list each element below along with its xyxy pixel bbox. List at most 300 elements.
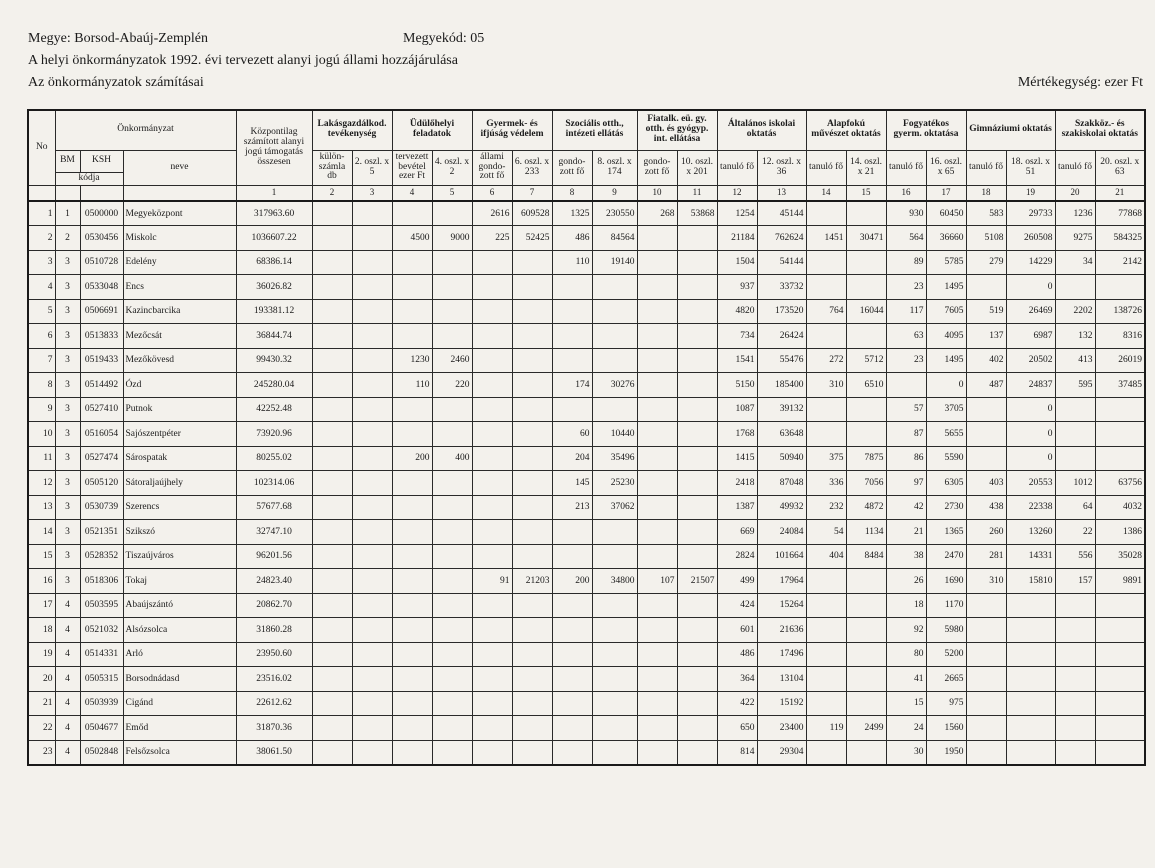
header-ksh: KSH (80, 150, 123, 172)
table-row (28, 324, 1145, 349)
table-cell: 17964 (757, 569, 806, 594)
table-cell (677, 397, 717, 422)
table-cell (677, 544, 717, 569)
table-cell (512, 397, 552, 422)
table-cell (432, 201, 472, 226)
table-row (28, 397, 1145, 422)
municipality-name-cell: Encs (123, 275, 236, 300)
table-cell: 185400 (757, 373, 806, 398)
table-cell: 310 (806, 373, 846, 398)
table-cell (846, 250, 886, 275)
table-row (28, 593, 1145, 618)
table-cell (512, 471, 552, 496)
table-cell (1095, 667, 1145, 692)
table-cell (512, 618, 552, 643)
row-number-cell: 13 (28, 495, 55, 520)
municipality-name-cell: Mezőcsát (123, 324, 236, 349)
table-cell (552, 618, 592, 643)
table-cell (846, 275, 886, 300)
table-cell: 519 (966, 299, 1006, 324)
table-cell: 403 (966, 471, 1006, 496)
table-cell: 1504 (717, 250, 757, 275)
table-cell (806, 691, 846, 716)
table-row (28, 471, 1145, 496)
table-cell (392, 642, 432, 667)
table-cell: 5108 (966, 226, 1006, 251)
col-number: 18 (966, 185, 1006, 201)
table-cell (1095, 593, 1145, 618)
ksh-code-cell: 0514492 (80, 373, 123, 398)
table-cell: 13104 (757, 667, 806, 692)
table-cell: 279 (966, 250, 1006, 275)
total-support-cell: 96201.56 (236, 544, 312, 569)
table-cell (472, 495, 512, 520)
bm-code-cell: 1 (55, 201, 80, 226)
table-cell (352, 422, 392, 447)
table-row (28, 348, 1145, 373)
ksh-code-cell: 0502848 (80, 740, 123, 765)
table-cell: 92 (886, 618, 926, 643)
table-cell (312, 471, 352, 496)
table-cell (392, 324, 432, 349)
table-cell: 2202 (1055, 299, 1095, 324)
row-number-cell: 3 (28, 250, 55, 275)
table-cell (846, 691, 886, 716)
table-cell (966, 642, 1006, 667)
table-cell: 220 (432, 373, 472, 398)
table-cell (1006, 593, 1055, 618)
table-cell (806, 324, 846, 349)
table-cell (1055, 716, 1095, 741)
table-cell: 145 (552, 471, 592, 496)
bm-code-cell: 3 (55, 275, 80, 300)
table-cell: 52425 (512, 226, 552, 251)
table-cell: 2499 (846, 716, 886, 741)
municipality-name-cell: Sajószentpéter (123, 422, 236, 447)
table-cell: 110 (392, 373, 432, 398)
table-cell: 1134 (846, 520, 886, 545)
table-cell (637, 299, 677, 324)
table-cell: 5712 (846, 348, 886, 373)
header-group-8: Fogyatékos gyerm. oktatása (886, 110, 966, 150)
col-number: 6 (472, 185, 512, 201)
subhead: 2. oszl. x 5 (352, 150, 392, 185)
table-cell (392, 495, 432, 520)
table-cell: 260508 (1006, 226, 1055, 251)
table-cell (392, 299, 432, 324)
bm-code-cell: 4 (55, 593, 80, 618)
table-cell (432, 667, 472, 692)
table-cell: 762624 (757, 226, 806, 251)
table-cell: 7875 (846, 446, 886, 471)
table-cell (846, 642, 886, 667)
table-cell (312, 520, 352, 545)
bm-code-cell: 3 (55, 422, 80, 447)
col-number: 16 (886, 185, 926, 201)
table-cell (1055, 397, 1095, 422)
table-cell (1095, 642, 1145, 667)
table-cell (512, 740, 552, 765)
table-cell: 10440 (592, 422, 637, 447)
table-cell: 2665 (926, 667, 966, 692)
municipality-name-cell: Mezőkövesd (123, 348, 236, 373)
table-cell (312, 397, 352, 422)
table-cell (312, 544, 352, 569)
ksh-code-cell: 0519433 (80, 348, 123, 373)
table-cell (392, 471, 432, 496)
table-row (28, 446, 1145, 471)
table-cell: 86 (886, 446, 926, 471)
table-cell: 5785 (926, 250, 966, 275)
bm-code-cell: 3 (55, 495, 80, 520)
table-cell: 21 (886, 520, 926, 545)
table-row (28, 520, 1145, 545)
table-cell (312, 667, 352, 692)
row-number-cell: 20 (28, 667, 55, 692)
col-number: 15 (846, 185, 886, 201)
table-cell (392, 422, 432, 447)
table-cell (637, 667, 677, 692)
table-cell: 268 (637, 201, 677, 226)
table-cell: 1950 (926, 740, 966, 765)
ksh-code-cell: 0530739 (80, 495, 123, 520)
table-cell (432, 642, 472, 667)
table-cell: 5590 (926, 446, 966, 471)
table-row (28, 544, 1145, 569)
table-cell: 34 (1055, 250, 1095, 275)
table-cell: 80 (886, 642, 926, 667)
ksh-code-cell: 0528352 (80, 544, 123, 569)
bm-code-cell: 3 (55, 373, 80, 398)
table-cell: 260 (966, 520, 1006, 545)
ksh-code-cell: 0530456 (80, 226, 123, 251)
total-support-cell: 245280.04 (236, 373, 312, 398)
row-number-cell: 19 (28, 642, 55, 667)
table-cell: 138726 (1095, 299, 1145, 324)
table-cell: 50940 (757, 446, 806, 471)
total-support-cell: 31860.28 (236, 618, 312, 643)
table-cell: 814 (717, 740, 757, 765)
table-cell (312, 201, 352, 226)
ksh-code-cell: 0503595 (80, 593, 123, 618)
municipality-name-cell: Szikszó (123, 520, 236, 545)
table-cell (352, 201, 392, 226)
row-number-cell: 17 (28, 593, 55, 618)
row-number-cell: 22 (28, 716, 55, 741)
table-cell: 364 (717, 667, 757, 692)
table-cell: 438 (966, 495, 1006, 520)
table-row (28, 691, 1145, 716)
col-number: 1 (236, 185, 312, 201)
table-cell: 213 (552, 495, 592, 520)
table-cell: 230550 (592, 201, 637, 226)
table-cell (1006, 642, 1055, 667)
table-cell: 137 (966, 324, 1006, 349)
table-cell (312, 250, 352, 275)
table-cell (352, 691, 392, 716)
table-cell: 2460 (432, 348, 472, 373)
table-cell: 3705 (926, 397, 966, 422)
subhead: 14. oszl. x 21 (846, 150, 886, 185)
table-cell (312, 716, 352, 741)
col-number: 5 (432, 185, 472, 201)
table-cell (352, 667, 392, 692)
table-cell (677, 373, 717, 398)
col-number-blank (55, 185, 80, 201)
table-cell: 26019 (1095, 348, 1145, 373)
table-cell: 2824 (717, 544, 757, 569)
table-cell (392, 275, 432, 300)
total-support-cell: 23516.02 (236, 667, 312, 692)
table-cell (432, 716, 472, 741)
table-cell: 930 (886, 201, 926, 226)
table-cell: 975 (926, 691, 966, 716)
table-cell: 63 (886, 324, 926, 349)
table-cell (637, 495, 677, 520)
col-number: 2 (312, 185, 352, 201)
table-cell: 57 (886, 397, 926, 422)
table-cell: 1451 (806, 226, 846, 251)
col-number: 17 (926, 185, 966, 201)
table-cell: 23 (886, 275, 926, 300)
table-cell: 225 (472, 226, 512, 251)
municipality-name-cell: Emőd (123, 716, 236, 741)
table-cell (966, 691, 1006, 716)
table-cell (472, 691, 512, 716)
table-cell (432, 324, 472, 349)
total-support-cell: 36026.82 (236, 275, 312, 300)
table-cell (1095, 397, 1145, 422)
table-cell: 486 (717, 642, 757, 667)
ksh-code-cell: 0521351 (80, 520, 123, 545)
municipality-name-cell: Sátoraljaújhely (123, 471, 236, 496)
table-cell (1095, 422, 1145, 447)
table-cell (637, 740, 677, 765)
table-cell (392, 397, 432, 422)
table-cell (472, 593, 512, 618)
table-cell: 9000 (432, 226, 472, 251)
table-cell (472, 299, 512, 324)
subhead: tanuló fő (717, 150, 757, 185)
total-support-cell: 99430.32 (236, 348, 312, 373)
table-cell: 107 (637, 569, 677, 594)
table-cell (677, 422, 717, 447)
table-row (28, 716, 1145, 741)
subhead: tanuló fő (806, 150, 846, 185)
table-cell (966, 446, 1006, 471)
table-cell: 89 (886, 250, 926, 275)
bm-code-cell: 3 (55, 299, 80, 324)
subhead: 4. oszl. x 2 (432, 150, 472, 185)
table-cell (1055, 275, 1095, 300)
header-onkormanyzat: Önkormányzat (55, 110, 236, 150)
county-label: Megye: Borsod-Abaúj-Zemplén (28, 31, 209, 46)
table-cell (1055, 422, 1095, 447)
table-row (28, 275, 1145, 300)
table-cell (806, 740, 846, 765)
table-cell: 17496 (757, 642, 806, 667)
municipality-name-cell: Sárospatak (123, 446, 236, 471)
table-cell: 29304 (757, 740, 806, 765)
row-number-cell: 12 (28, 471, 55, 496)
subhead: gondo- zott fő (552, 150, 592, 185)
table-cell (432, 691, 472, 716)
table-cell (677, 618, 717, 643)
col-number: 19 (1006, 185, 1055, 201)
ksh-code-cell: 0505120 (80, 471, 123, 496)
table-cell: 19140 (592, 250, 637, 275)
table-cell (637, 275, 677, 300)
table-cell (312, 569, 352, 594)
table-cell: 84564 (592, 226, 637, 251)
table-cell: 764 (806, 299, 846, 324)
table-cell (677, 740, 717, 765)
table-cell (472, 275, 512, 300)
table-cell: 7605 (926, 299, 966, 324)
table-cell: 2616 (472, 201, 512, 226)
table-cell: 49932 (757, 495, 806, 520)
table-cell (552, 716, 592, 741)
table-cell (512, 373, 552, 398)
table-cell: 1387 (717, 495, 757, 520)
table-cell (637, 446, 677, 471)
table-cell: 25230 (592, 471, 637, 496)
table-cell (592, 544, 637, 569)
ksh-code-cell: 0505315 (80, 667, 123, 692)
table-cell (637, 618, 677, 643)
total-support-cell: 68386.14 (236, 250, 312, 275)
table-cell (592, 667, 637, 692)
table-cell (352, 716, 392, 741)
table-cell (392, 740, 432, 765)
table-cell: 1690 (926, 569, 966, 594)
table-cell (352, 348, 392, 373)
table-cell: 1415 (717, 446, 757, 471)
table-cell (432, 569, 472, 594)
table-cell (352, 544, 392, 569)
col-number: 3 (352, 185, 392, 201)
total-support-cell: 20862.70 (236, 593, 312, 618)
table-cell (352, 397, 392, 422)
row-number-cell: 2 (28, 226, 55, 251)
table-cell (472, 250, 512, 275)
col-number: 13 (757, 185, 806, 201)
table-cell (472, 520, 512, 545)
table-cell: 583 (966, 201, 1006, 226)
table-cell (432, 299, 472, 324)
table-cell (592, 348, 637, 373)
bm-code-cell: 3 (55, 471, 80, 496)
table-cell: 1365 (926, 520, 966, 545)
header-group-9: Gimnáziumi oktatás (966, 110, 1055, 150)
table-cell (472, 348, 512, 373)
table-cell (552, 740, 592, 765)
table-cell: 20553 (1006, 471, 1055, 496)
col-number-blank (80, 185, 123, 201)
municipality-name-cell: Arló (123, 642, 236, 667)
table-cell (966, 667, 1006, 692)
table-cell (677, 471, 717, 496)
table-row (28, 495, 1145, 520)
table-cell: 26469 (1006, 299, 1055, 324)
table-cell: 4820 (717, 299, 757, 324)
table-cell: 1541 (717, 348, 757, 373)
table-cell: 2470 (926, 544, 966, 569)
table-cell: 22 (1055, 520, 1095, 545)
table-cell: 1495 (926, 348, 966, 373)
table-cell: 1560 (926, 716, 966, 741)
table-cell (432, 593, 472, 618)
table-cell: 5200 (926, 642, 966, 667)
municipality-name-cell: Tiszaújváros (123, 544, 236, 569)
table-cell: 15 (886, 691, 926, 716)
table-cell (966, 593, 1006, 618)
table-row (28, 226, 1145, 251)
ksh-code-cell: 0516054 (80, 422, 123, 447)
table-cell (512, 691, 552, 716)
table-cell (352, 593, 392, 618)
bm-code-cell: 3 (55, 520, 80, 545)
table-cell (806, 422, 846, 447)
table-cell: 45144 (757, 201, 806, 226)
table-cell (512, 667, 552, 692)
table-cell (677, 691, 717, 716)
table-cell: 24837 (1006, 373, 1055, 398)
table-cell (677, 226, 717, 251)
table-cell: 53868 (677, 201, 717, 226)
col-number: 8 (552, 185, 592, 201)
table-cell (312, 446, 352, 471)
table-row (28, 618, 1145, 643)
subhead: 8. oszl. x 174 (592, 150, 637, 185)
table-cell (677, 250, 717, 275)
municipality-name-cell: Alsózsolca (123, 618, 236, 643)
ksh-code-cell: 0518306 (80, 569, 123, 594)
table-cell: 422 (717, 691, 757, 716)
table-cell (1055, 691, 1095, 716)
table-cell (1006, 740, 1055, 765)
table-cell: 26 (886, 569, 926, 594)
table-cell: 13260 (1006, 520, 1055, 545)
table-cell (966, 275, 1006, 300)
col-number: 4 (392, 185, 432, 201)
table-cell: 1495 (926, 275, 966, 300)
table-cell (472, 397, 512, 422)
county-code-label: Megyekód: 05 (403, 31, 485, 46)
table-cell (552, 520, 592, 545)
table-cell (312, 373, 352, 398)
table-cell: 204 (552, 446, 592, 471)
table-cell (846, 593, 886, 618)
table-cell (677, 495, 717, 520)
table-cell: 77868 (1095, 201, 1145, 226)
row-number-cell: 16 (28, 569, 55, 594)
contribution-table (27, 109, 1146, 766)
unit-label: Mértékegység: ezer Ft (1017, 75, 1143, 90)
table-cell (392, 593, 432, 618)
table-cell (846, 618, 886, 643)
bm-code-cell: 3 (55, 397, 80, 422)
table-cell (592, 716, 637, 741)
table-cell: 34800 (592, 569, 637, 594)
table-cell: 30276 (592, 373, 637, 398)
table-cell (552, 299, 592, 324)
table-cell (806, 397, 846, 422)
row-number-cell: 4 (28, 275, 55, 300)
table-cell (312, 348, 352, 373)
table-cell (637, 324, 677, 349)
table-cell: 9891 (1095, 569, 1145, 594)
